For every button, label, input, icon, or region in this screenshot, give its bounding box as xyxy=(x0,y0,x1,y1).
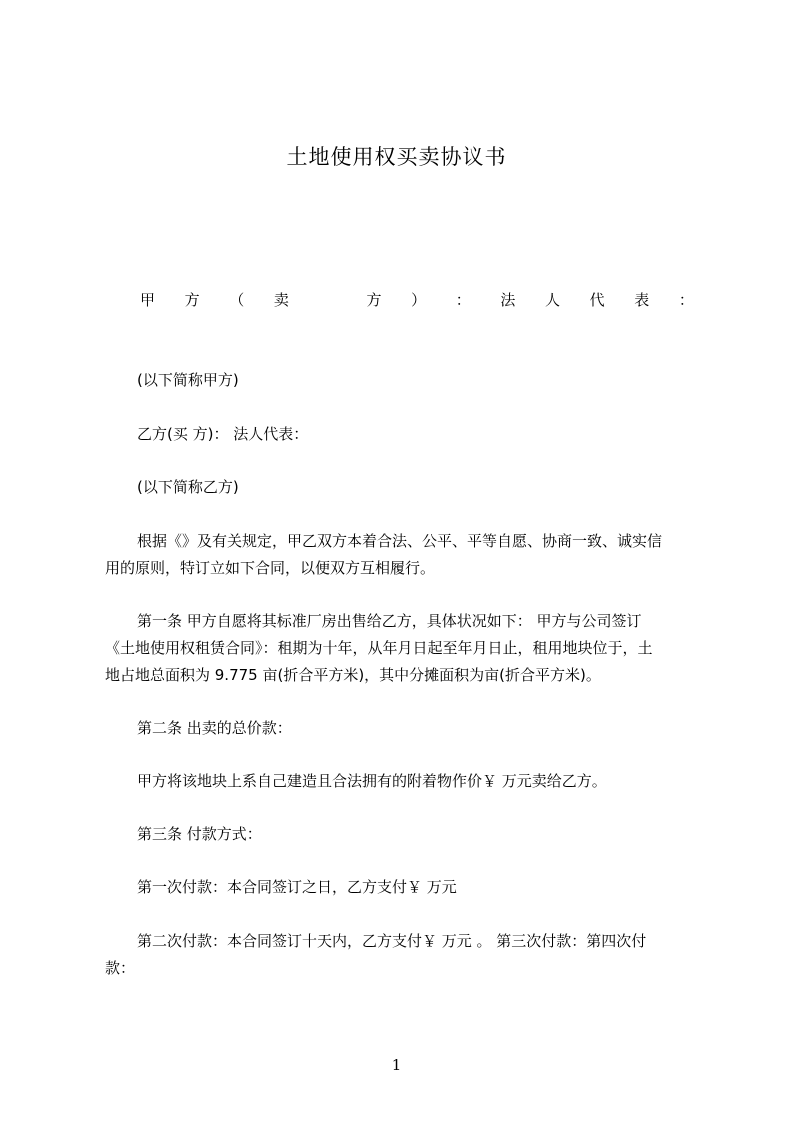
article1-line-2: 《土地使用权租赁合同》：租期为十年，从年月日起至年月日止，租用地块位于，土 xyxy=(105,639,653,657)
party-a-char: （ xyxy=(229,291,245,309)
article1-line-3: 地占地总面积为 9.775 亩(折合平方米)，其中分摊面积为亩(折合平方米)。 xyxy=(105,666,601,684)
party-a-char: ： xyxy=(678,291,694,309)
party-a-char: 代 xyxy=(589,291,605,309)
article1-line-1: 第一条 甲方自愿将其标准厂房出售给乙方，具体状况如下： 甲方与公司签订 xyxy=(137,612,642,630)
article2-body: 甲方将该地块上系自己建造且合法拥有的附着物作价￥ 万元卖给乙方。 xyxy=(137,772,607,790)
party-b-note: (以下简称乙方) xyxy=(137,478,239,496)
party-a-line xyxy=(140,289,694,310)
article2-title: 第二条 出卖的总价款： xyxy=(137,719,292,737)
article3-title: 第三条 付款方式： xyxy=(137,825,262,843)
party-a-char: 人 xyxy=(545,291,561,309)
party-a-char: 甲 xyxy=(140,291,156,309)
intro-line-2: 用的原则，特订立如下合同，以便双方互相履行。 xyxy=(105,559,436,577)
payment-1: 第一次付款：本合同签订之日，乙方支付￥ 万元 xyxy=(137,878,457,896)
party-a-char: 表 xyxy=(634,291,650,309)
party-a-char: ： xyxy=(455,291,471,309)
party-a-char: 方 xyxy=(184,291,200,309)
party-a-char: 卖 xyxy=(273,291,289,309)
party-a-char: 方 xyxy=(366,291,382,309)
page-number: 1 xyxy=(391,1056,402,1074)
document-title: 土地使用权买卖协议书 xyxy=(286,145,507,169)
party-a-note: (以下简称甲方) xyxy=(137,371,239,389)
party-a-char: ） xyxy=(411,291,427,309)
payment-2-line-1: 第二次付款：本合同签订十天内，乙方支付￥ 万元 。 第三次付款：第四次付 xyxy=(137,932,647,950)
intro-line-1: 根据《》及有关规定，甲乙双方本着合法、公平、平等自愿、协商一致、诚实信 xyxy=(137,532,663,550)
party-a-char: 法 xyxy=(500,291,516,309)
payment-2-line-2: 款： xyxy=(105,959,136,977)
party-b-line: 乙方(买 方)： 法人代表： xyxy=(137,425,309,443)
